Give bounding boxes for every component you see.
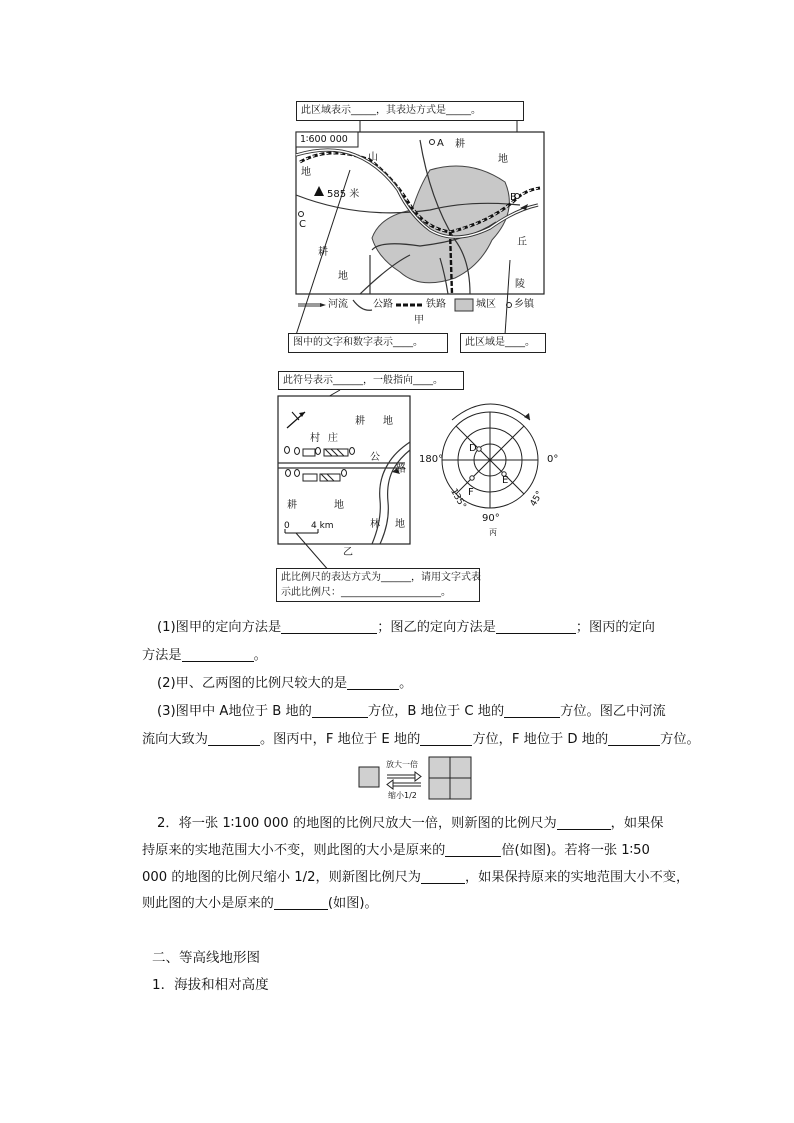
jia-label-qiu: 丘 (517, 237, 527, 248)
item2-text-b: ，如果保 (610, 816, 664, 831)
scale-enlarge-label: 放大一倍 (386, 760, 418, 769)
yi-label-di1: 地 (383, 416, 393, 427)
q1-text-b: ；图乙的定向方法是 (377, 620, 496, 635)
item2-text-d: 倍(如图)。若将一张 1∶50 (501, 843, 650, 858)
legend-road-label: 公路 (373, 299, 393, 310)
bing-label-90: 90° (482, 513, 500, 524)
q2-text-a: (2)甲、乙两图的比例尺较大的是 (157, 676, 348, 691)
item2-text-e: 000 的地图的比例尺缩小 1/2，则新图比例尺为 (142, 870, 421, 885)
item2-text-a: 2．将一张 1∶100 000 的地图的比例尺放大一倍，则新图的比例尺为 (157, 816, 557, 831)
item2-blank-3[interactable] (421, 869, 465, 884)
scale-shrink-label: 缩小1/2 (388, 791, 417, 800)
q1-blank-2[interactable] (496, 619, 576, 634)
q3-text-d: 流向大致为 (142, 732, 208, 747)
q3-line2 (142, 729, 700, 751)
yi-label-cun: 村 (310, 433, 320, 444)
yi-label-gong: 公 (370, 452, 380, 463)
jia-label-C: C (299, 219, 306, 230)
jia-label-geng-top: 耕 (455, 139, 465, 150)
yi-label-geng1: 耕 (355, 416, 365, 427)
q3-text-b: 方位，B 地位于 C 地的 (367, 704, 505, 719)
yi-callout-line2: 示此比例尺：____________________。 (281, 587, 451, 598)
item2-text-c: 持原来的实地范围大小不变，则此图的大小是原来的 (142, 843, 446, 858)
yi-label-geng2: 耕 (287, 500, 297, 511)
section2-subheading: 1．海拔和相对高度 (152, 977, 269, 993)
q3-blank-1[interactable] (312, 703, 368, 718)
item2-line3 (142, 867, 689, 889)
item2-blank-4[interactable] (274, 895, 328, 910)
bing-label-D: D (469, 443, 477, 454)
yi-callout-top: 此符号表示______，一般指向____。 (278, 371, 464, 390)
item2-blank-1[interactable] (557, 815, 611, 830)
jia-label-ling: 陵 (515, 279, 525, 290)
yi-label-lin: 林 (370, 519, 380, 530)
q2-blank[interactable] (347, 675, 399, 690)
jia-caption: 甲 (414, 315, 424, 326)
jia-label-di-left: 地 (301, 167, 311, 178)
jia-label-di-top: 地 (498, 154, 508, 165)
q3-blank-3[interactable] (208, 731, 260, 746)
q3-text-a: (3)图甲中 A地位于 B 地的 (157, 704, 312, 719)
q3-blank-2[interactable] (504, 703, 560, 718)
yi-label-zhuang: 庄 (328, 433, 338, 444)
yi-label-lu: 路 (396, 464, 406, 475)
jia-label-A: A (437, 138, 444, 149)
q1-text-e: 。 (253, 648, 267, 663)
item2-line2 (142, 840, 650, 862)
q1-line2 (142, 645, 267, 667)
legend-town-label: 乡镇 (514, 299, 534, 310)
yi-caption: 乙 (343, 547, 353, 558)
q3-blank-4[interactable] (420, 731, 472, 746)
yi-callout-bottom (276, 568, 480, 602)
yi-label-di2: 地 (334, 500, 344, 511)
item2-text-h: (如图)。 (327, 896, 378, 911)
q3-text-c: 方位。图乙中河流 (560, 704, 666, 719)
jia-map-graphics (0, 0, 794, 360)
jia-label-geng-left: 耕 (318, 247, 328, 258)
q1-text-d: 方法是 (142, 648, 182, 663)
jia-callout-bottom-left: 图中的文字和数字表示____。 (288, 333, 448, 353)
legend-rail-label: 铁路 (426, 299, 446, 310)
jia-callout-bottom-right: 此区域是____。 (460, 333, 546, 353)
jia-label-B: B (510, 192, 517, 203)
jia-callout-top: 此区域表示_____，其表达方式是_____。 (296, 101, 524, 121)
item2-line4 (142, 893, 378, 915)
jia-scale-text: 1∶600 000 (300, 134, 348, 145)
q3-line1 (157, 701, 666, 723)
q1-line1 (157, 617, 655, 639)
q3-text-g: 方位。 (660, 732, 700, 747)
q1-text-c: ；图丙的定向 (575, 620, 655, 635)
yi-scale-km: 4 km (311, 521, 334, 531)
bing-label-0: 0° (547, 454, 559, 465)
bing-label-E: E (502, 475, 509, 486)
item2-text-g: 则此图的大小是原来的 (142, 896, 274, 911)
yi-label-di3: 地 (395, 519, 405, 530)
item2-blank-2[interactable] (445, 842, 501, 857)
q3-text-f: 方位，F 地位于 D 地的 (472, 732, 609, 747)
legend-river-label: 河流 (328, 299, 348, 310)
legend-city-label: 城区 (476, 299, 496, 310)
q3-text-e: 。图丙中，F 地位于 E 地的 (259, 732, 421, 747)
jia-label-di-bottom-left: 地 (338, 271, 348, 282)
q2-text-b: 。 (399, 676, 413, 691)
q1-blank-1[interactable] (281, 619, 377, 634)
bing-label-135: 135° (448, 487, 468, 511)
bing-caption: 丙 (489, 528, 497, 537)
bing-label-180: 180° (419, 454, 444, 465)
item2-line1 (157, 813, 663, 835)
jia-label-elevation: 585 米 (327, 189, 360, 200)
item2-text-f: ，如果保持原来的实地范围大小不变， (464, 870, 690, 885)
jia-label-shan: 山 (368, 152, 378, 163)
bing-label-F: F (468, 487, 474, 498)
yi-scale-zero: 0 (284, 521, 290, 531)
q2-line (157, 673, 412, 695)
yi-callout-line1: 此比例尺的表达方式为______，请用文字式表 (281, 572, 481, 583)
section2-heading: 二、等高线地形图 (152, 950, 260, 966)
q3-blank-5[interactable] (608, 731, 660, 746)
bing-label-45: 45° (528, 489, 546, 509)
q1-blank-3[interactable] (182, 647, 254, 662)
q1-text-a: (1)图甲的定向方法是 (157, 620, 282, 635)
